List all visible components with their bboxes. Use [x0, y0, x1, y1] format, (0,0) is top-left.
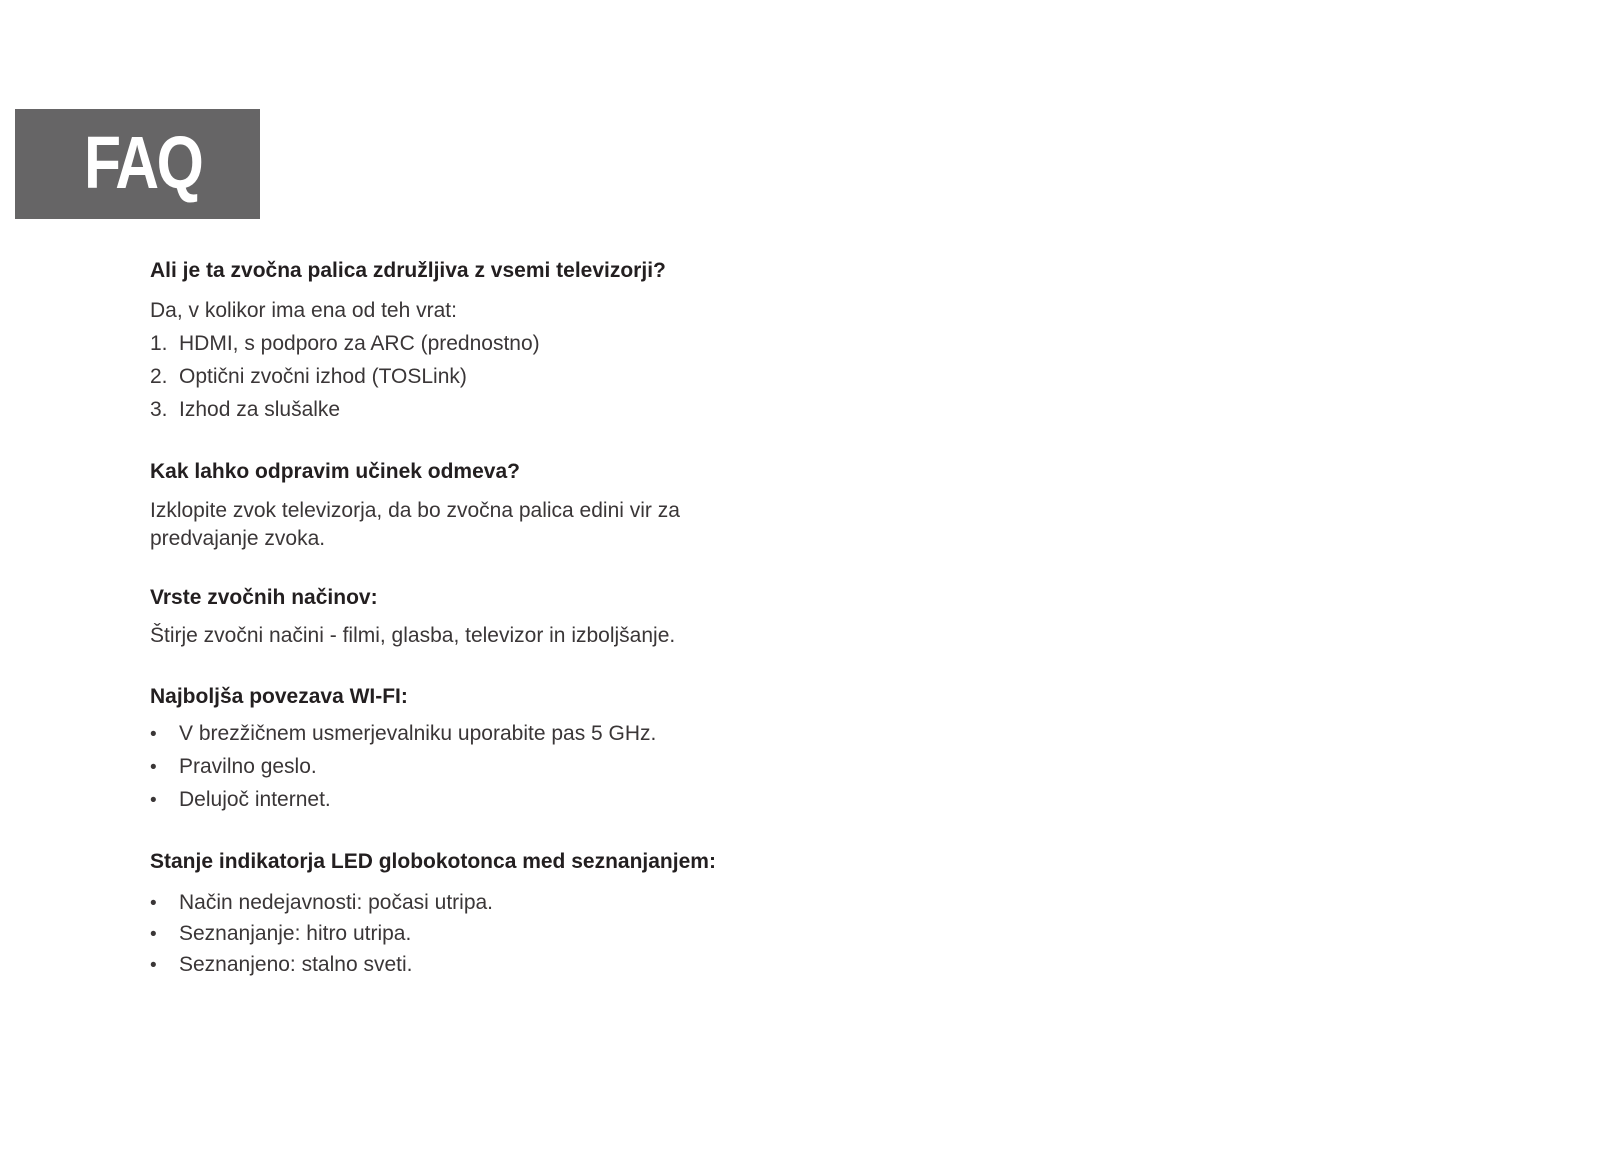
list-item-text: HDMI, s podporo za ARC (prednostno) [179, 332, 540, 355]
list-item [150, 363, 467, 391]
list-item-text: V brezžičnem usmerjevalniku uporabite pas 5 GHz. [179, 722, 657, 745]
list-item [150, 720, 656, 749]
faq-question-echo: Kak lahko odpravim učinek odmeva? [150, 460, 520, 483]
faq-question-led-status: Stanje indikatorja LED globokotonca med seznanjanjem: [150, 850, 716, 873]
faq-answer-echo: Izklopite zvok televizorja, da bo zvočna palica edini vir za predvajanje zvoka. [150, 499, 680, 550]
list-item [150, 396, 340, 424]
list-marker: 2. [150, 365, 168, 388]
list-item [150, 889, 493, 918]
faq-question-wifi: Najboljša povezava WI-FI: [150, 685, 408, 708]
list-item-text: Seznanjanje: hitro utripa. [179, 922, 412, 945]
list-item [150, 753, 317, 782]
list-item-text: Seznanjeno: stalno sveti. [179, 953, 413, 976]
list-item [150, 786, 331, 815]
bullet-marker: • [150, 893, 157, 914]
faq-answer-sound-modes: Štirje zvočni načini - filmi, glasba, televizor in izboljšanje. [150, 624, 676, 647]
list-item-text: Delujoč internet. [179, 788, 331, 811]
faq-question-compatibility: Ali je ta zvočna palica združljiva z vsemi televizorji? [150, 259, 666, 282]
bullet-marker: • [150, 924, 157, 945]
bullet-marker: • [150, 790, 157, 811]
bullet-marker: • [150, 724, 157, 745]
list-item [150, 920, 411, 949]
faq-question-sound-modes: Vrste zvočnih načinov: [150, 586, 378, 609]
list-item-text: Pravilno geslo. [179, 755, 317, 778]
list-item-text: Optični zvočni izhod (TOSLink) [179, 365, 467, 388]
faq-answer-compatibility: Da, v kolikor ima ena od teh vrat: [150, 299, 457, 322]
list-item [150, 330, 540, 358]
list-item [150, 951, 412, 980]
list-marker: 3. [150, 398, 168, 421]
list-item-text: Izhod za slušalke [179, 398, 341, 421]
list-item-text: Način nedejavnosti: počasi utripa. [179, 891, 494, 914]
list-marker: 1. [150, 332, 168, 355]
bullet-marker: • [150, 955, 157, 976]
page-title: FAQ [84, 121, 202, 204]
bullet-marker: • [150, 757, 157, 778]
